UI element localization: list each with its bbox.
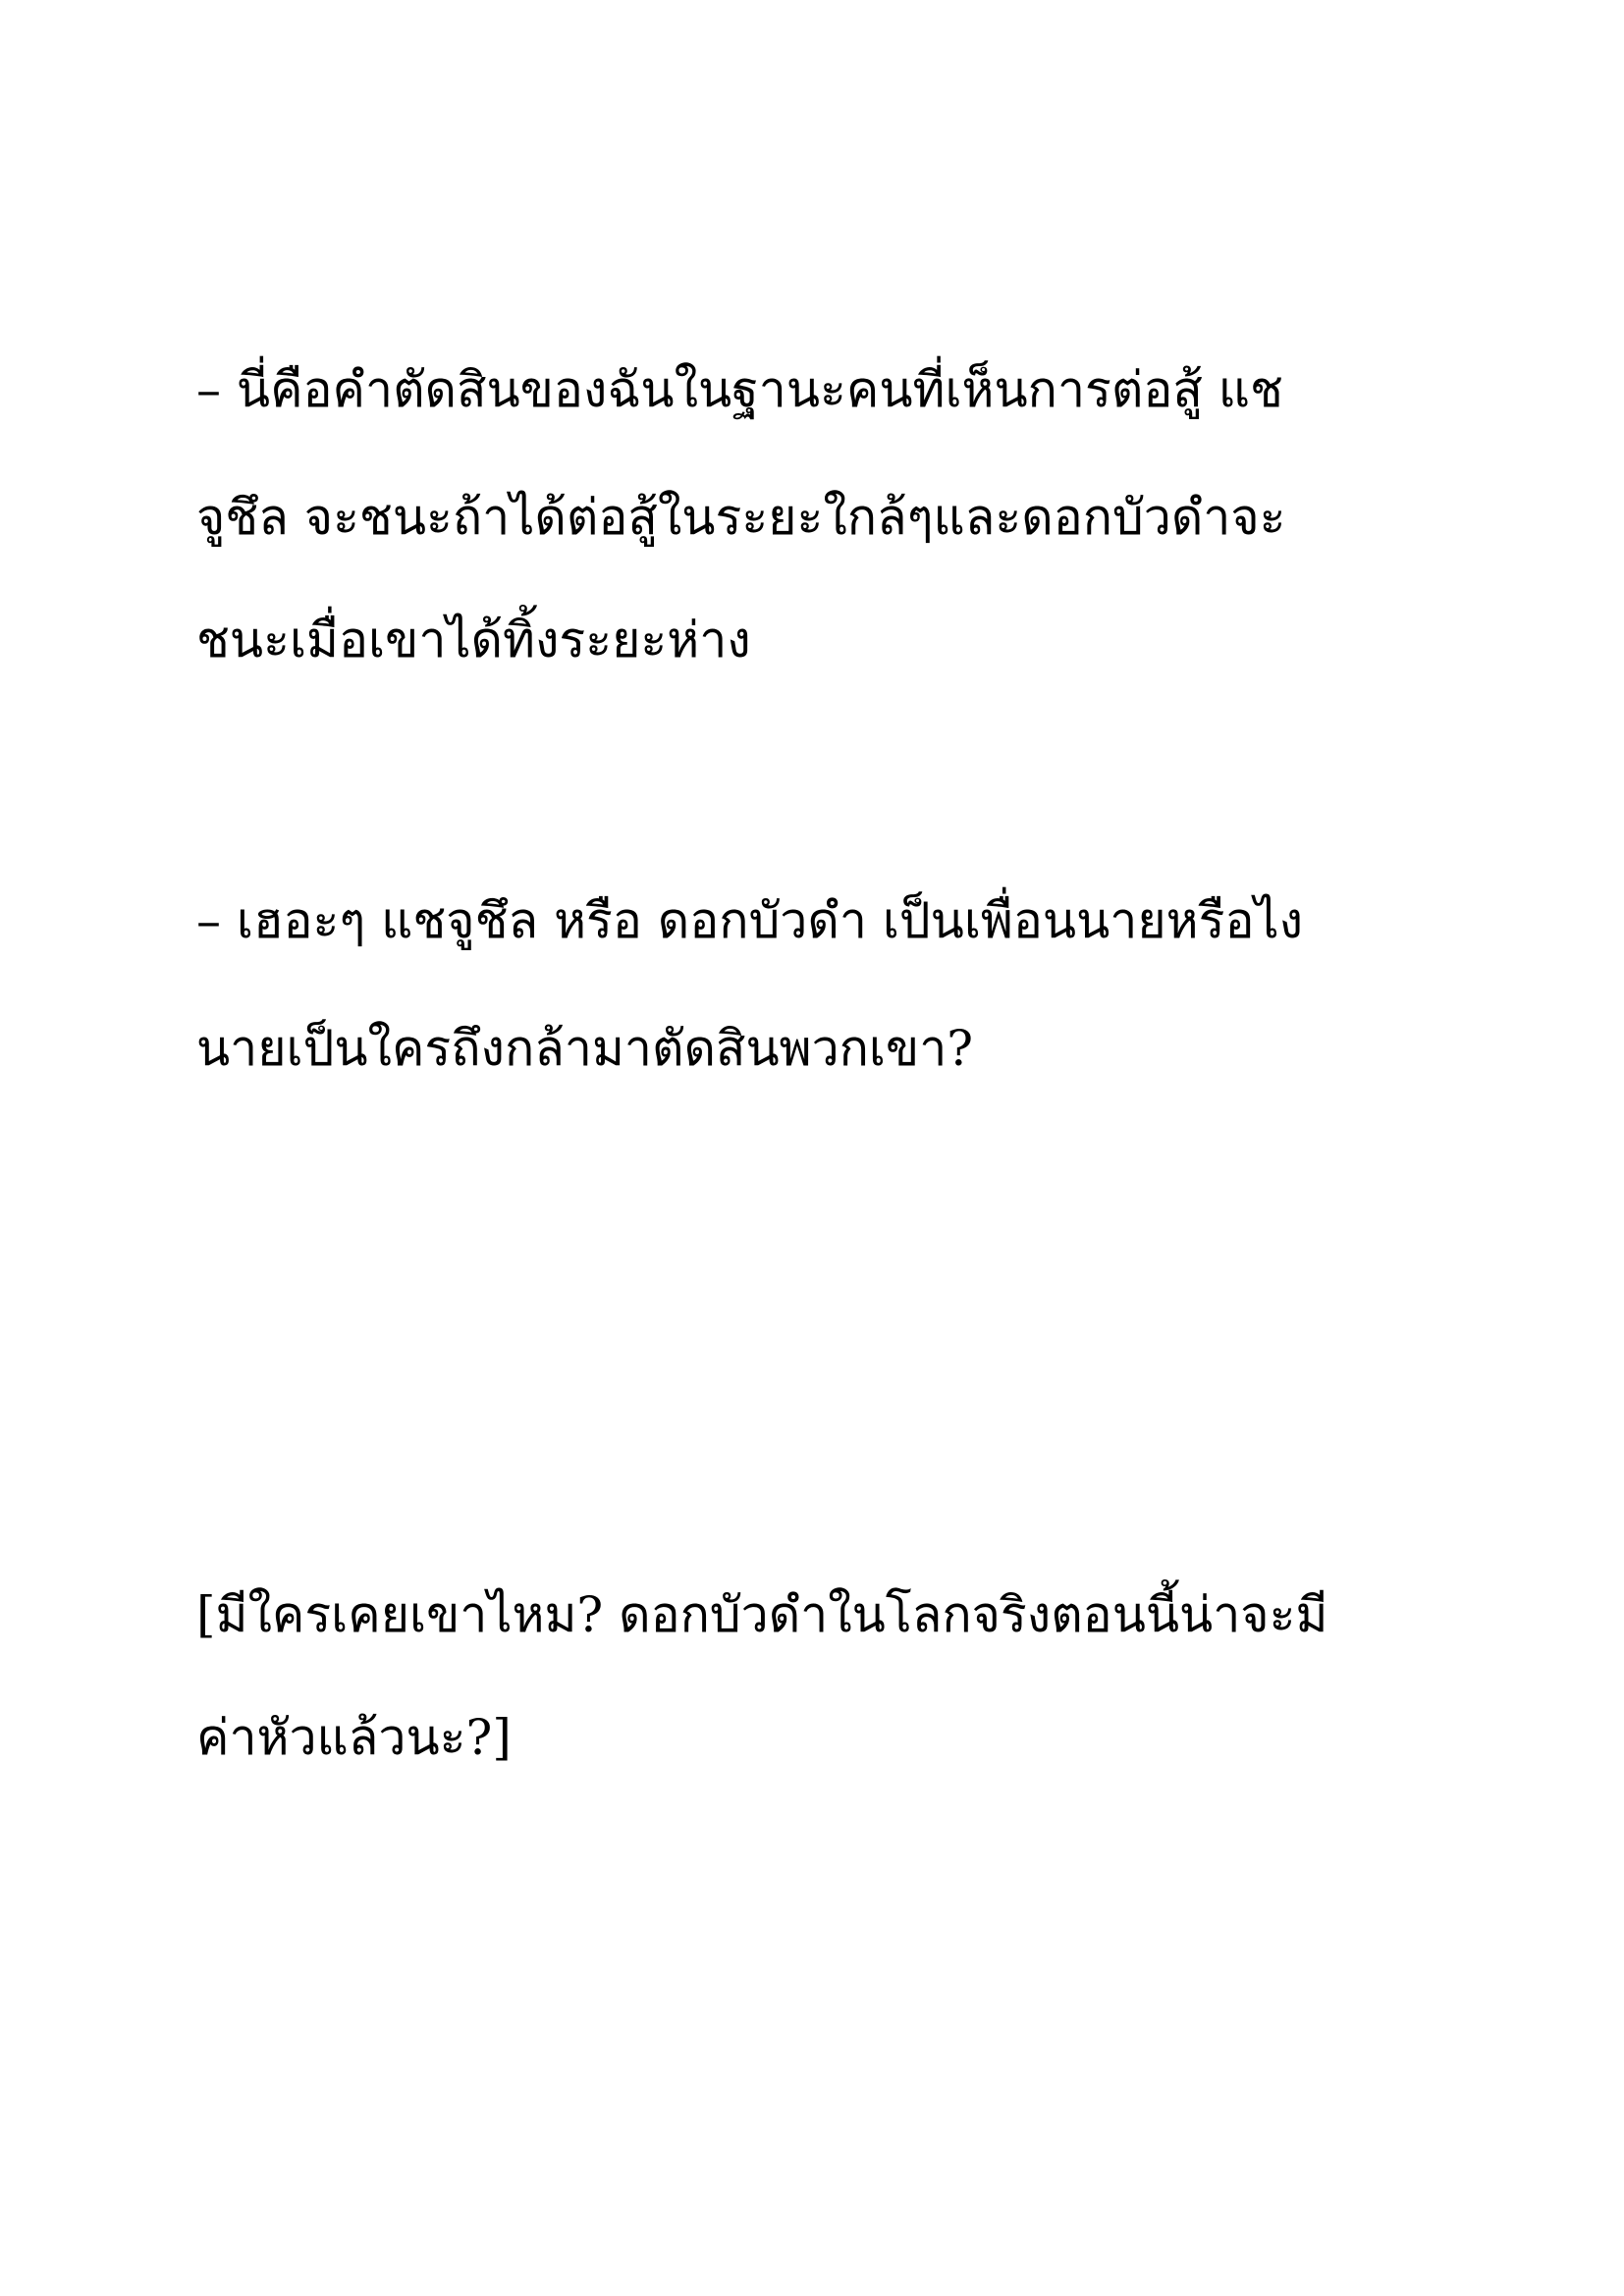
text-line: – นี่คือคำตัดสินของฉันในฐานะคนที่เห็นการต่อสู้ แช — [196, 361, 1283, 418]
text-line: ค่าหัวแล้วนะ?] — [196, 1709, 512, 1766]
text-line: ชนะเมื่อเขาได้ทิ้งระยะห่าง — [196, 612, 751, 668]
text-line: [มีใครเคยเขาไหม? ดอกบัวดำในโลกจริงตอนนี้น่าจะมี — [196, 1586, 1328, 1643]
text-line: นายเป็นใครถึงกล้ามาตัดสินพวกเขา? — [196, 1020, 974, 1077]
text-line: – เฮอะๆ แชจูชึล หรือ ดอกบัวดำ เป็นเพื่อนนายหรือไง — [196, 892, 1304, 949]
text-line: จูชึล จะชนะถ้าได้ต่อสู้ในระยะใกล้ๆและดอกบัวดำจะ — [196, 489, 1286, 546]
